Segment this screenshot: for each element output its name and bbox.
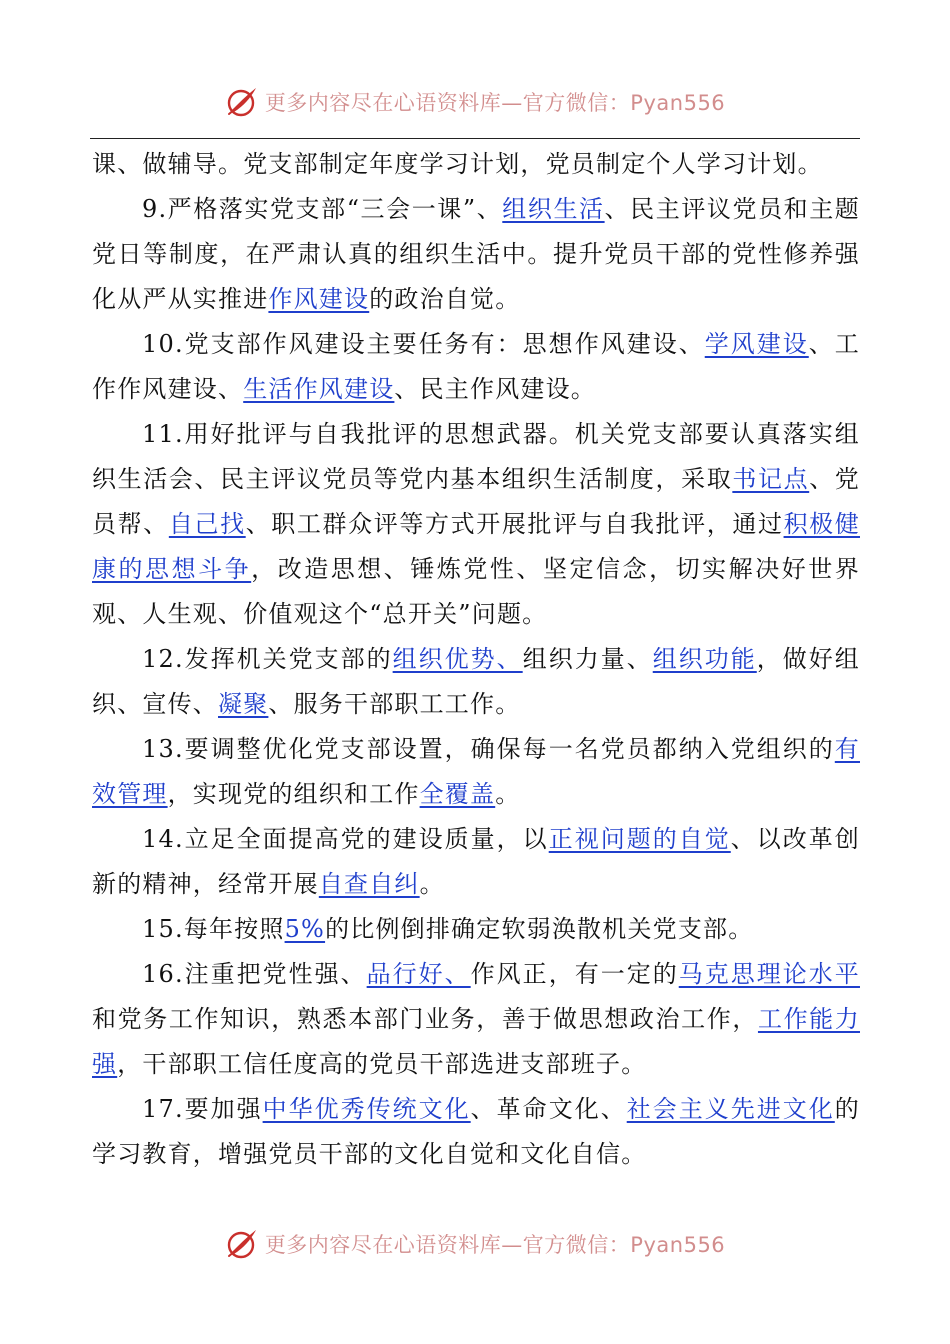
quill-logo-icon bbox=[225, 85, 259, 119]
paragraph-text: 、党员帮、 bbox=[92, 465, 861, 538]
paragraph bbox=[92, 412, 860, 637]
paragraph-text: 14.立足全面提高党的建设质量，以 bbox=[142, 825, 549, 853]
paragraph-text: 、民主作风建设。 bbox=[394, 375, 597, 403]
paragraph-text: ，干部职工信任度高的党员干部选进支部班子。 bbox=[117, 1050, 647, 1078]
footer-banner bbox=[0, 1224, 950, 1264]
document-body bbox=[92, 142, 860, 1177]
paragraph bbox=[92, 817, 860, 907]
hyperlink[interactable]: 马克思理论水平 bbox=[678, 960, 860, 988]
hyperlink[interactable]: 作风建设 bbox=[268, 285, 370, 313]
header-banner bbox=[0, 82, 950, 122]
paragraph bbox=[92, 1087, 860, 1177]
paragraph bbox=[92, 952, 860, 1087]
hyperlink[interactable]: 中华优秀传统文化 bbox=[262, 1095, 471, 1123]
hyperlink[interactable]: 学风建设 bbox=[704, 330, 809, 358]
hyperlink[interactable]: 组织功能 bbox=[652, 645, 757, 673]
paragraph-text: 、服务干部职工工作。 bbox=[268, 690, 521, 718]
hyperlink[interactable]: 组织生活 bbox=[502, 195, 605, 223]
paragraph-text: 、以改革创新的精神，经常开展 bbox=[92, 825, 860, 898]
hyperlink[interactable]: 组织优势、 bbox=[392, 645, 523, 673]
paragraph-text: 17.要加强 bbox=[142, 1095, 263, 1123]
paragraph-text: ，做好组织、宣传、 bbox=[92, 645, 860, 718]
paragraph-text: 的学习教育，增强党员干部的文化自觉和文化自信。 bbox=[92, 1095, 860, 1168]
paragraph bbox=[92, 142, 860, 187]
paragraph-text: 13.要调整优化党支部设置，确保每一名党员都纳入党组织的 bbox=[142, 735, 835, 763]
paragraph-text: 、职工群众评等方式开展批评与自我批评，通过 bbox=[245, 510, 784, 538]
paragraph bbox=[92, 322, 860, 412]
paragraph bbox=[92, 637, 860, 727]
paragraph-text: 10.党支部作风建设主要任务有：思想作风建设、 bbox=[142, 330, 705, 358]
paragraph-text: 、工作作风建设、 bbox=[92, 330, 860, 403]
hyperlink[interactable]: 积极健康的思想斗争 bbox=[92, 510, 860, 583]
paragraph-text: 组织力量、 bbox=[522, 645, 653, 673]
paragraph-text: 、革命文化、 bbox=[470, 1095, 627, 1123]
hyperlink[interactable]: 自己找 bbox=[168, 510, 246, 538]
paragraph-text: 11.用好批评与自我批评的思想武器。机关党支部要认真落实组织生活会、民主评议党员等党内基本组织生活制度，采取 bbox=[92, 420, 860, 493]
hyperlink[interactable]: 有效管理 bbox=[92, 735, 860, 808]
hyperlink[interactable]: 品行好、 bbox=[366, 960, 471, 988]
hyperlink[interactable]: 自查自纠 bbox=[318, 870, 420, 898]
paragraph-text: 。 bbox=[495, 780, 521, 808]
hyperlink[interactable]: 生活作风建设 bbox=[243, 375, 395, 403]
paragraph-text: 。 bbox=[419, 870, 445, 898]
paragraph bbox=[92, 187, 860, 322]
paragraph-text: 和党务工作知识，熟悉本部门业务，善于做思想政治工作， bbox=[92, 1005, 758, 1033]
header-divider bbox=[90, 138, 860, 139]
quill-logo-icon bbox=[225, 1227, 259, 1261]
hyperlink[interactable]: 全覆盖 bbox=[419, 780, 496, 808]
paragraph bbox=[92, 907, 860, 952]
hyperlink[interactable]: 社会主义先进文化 bbox=[626, 1095, 835, 1123]
hyperlink[interactable]: 正视问题的自觉 bbox=[548, 825, 731, 853]
footer-banner-text: 更多内容尽在心语资料库—官方微信：Pyan556 bbox=[264, 1233, 726, 1257]
hyperlink[interactable]: 工作能力强 bbox=[92, 1005, 860, 1078]
paragraph-text: 课、做辅导。党支部制定年度学习计划，党员制定个人学习计划。 bbox=[92, 150, 823, 178]
paragraph-text: 12.发挥机关党支部的 bbox=[142, 645, 393, 673]
paragraph-text: 9.严格落实党支部“三会一课”、 bbox=[142, 195, 503, 223]
paragraph-text: 的比例倒排确定软弱涣散机关党支部。 bbox=[325, 915, 754, 943]
paragraph bbox=[92, 727, 860, 817]
paragraph-text: 16.注重把党性强、 bbox=[142, 960, 367, 988]
hyperlink[interactable]: 凝聚 bbox=[218, 690, 269, 718]
paragraph-text: 作风正，有一定的 bbox=[470, 960, 679, 988]
paragraph-text: 、民主评议党员和主题党日等制度，在严肃认真的组织生活中。提升党员干部的党性修养强化从严从实推进 bbox=[92, 195, 860, 313]
header-banner-text: 更多内容尽在心语资料库—官方微信：Pyan556 bbox=[264, 91, 726, 115]
paragraph-text: 15.每年按照 bbox=[142, 915, 285, 943]
hyperlink[interactable]: 5% bbox=[284, 915, 326, 943]
paragraph-text: 的政治自觉。 bbox=[369, 285, 521, 313]
paragraph-text: ，改造思想、锤炼党性、坚定信念，切实解决好世界观、人生观、价值观这个“总开关”问题。 bbox=[92, 555, 860, 628]
hyperlink[interactable]: 书记点 bbox=[732, 465, 810, 493]
paragraph-text: ，实现党的组织和工作 bbox=[167, 780, 420, 808]
